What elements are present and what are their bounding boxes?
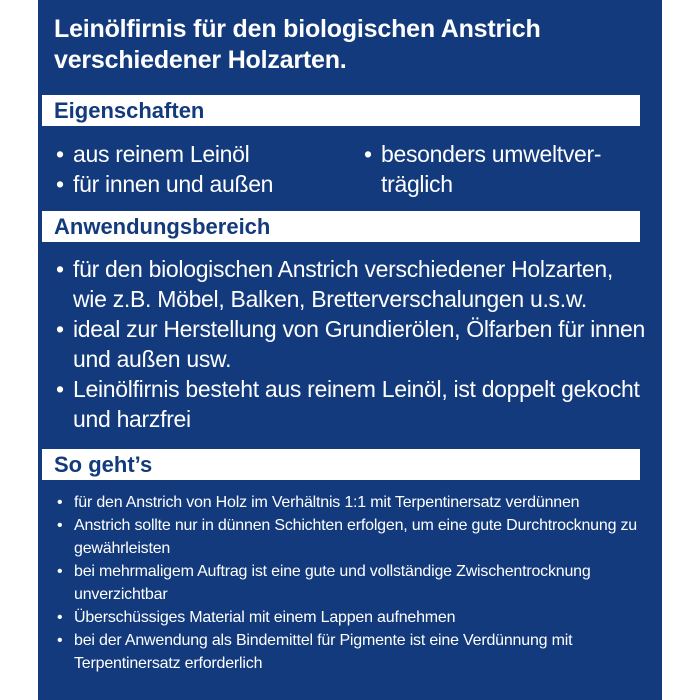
list-item: • besonders umweltver-träglich: [364, 139, 629, 199]
heading-eigenschaften: Eigenschaften: [42, 95, 640, 126]
label-panel: [38, 0, 662, 700]
anwendung-list: [56, 254, 646, 434]
list-item: • Leinölfirnis besteht aus reinem Leinöl, ist doppelt gekocht und harzfrei: [56, 374, 646, 434]
eigenschaften-list-right: [364, 139, 629, 199]
eigenschaften-list-left: [56, 139, 356, 199]
heading-so-gehts: So geht’s: [42, 449, 640, 480]
list-item: • bei der Anwendung als Bindemittel für Pigmente ist eine Verdünnung mit Terpentinersatz erforderlich: [57, 629, 647, 675]
list-item: • aus reinem Leinöl: [56, 139, 356, 169]
list-item: • für innen und außen: [56, 169, 356, 199]
list-item: • für den biologischen Anstrich verschiedener Holzarten, wie z.B. Möbel, Balken, Bretterverschalungen u.s.w.: [56, 254, 646, 314]
so-gehts-list: [57, 491, 647, 675]
list-item: • Überschüssiges Material mit einem Lappen aufnehmen: [57, 606, 647, 629]
list-item: • ideal zur Herstellung von Grundierölen, Ölfarben für innen und außen usw.: [56, 314, 646, 374]
list-item: • Anstrich sollte nur in dünnen Schichten erfolgen, um eine gute Durchtrocknung zu gewährleisten: [57, 514, 647, 560]
list-item: • bei mehrmaligem Auftrag ist eine gute und vollständige Zwischentrocknung unverzichtbar: [57, 560, 647, 606]
heading-anwendungsbereich: Anwendungsbereich: [42, 211, 640, 242]
product-title: Leinölfirnis für den biologischen Anstrich verschiedener Holzarten.: [54, 15, 541, 74]
list-item: • für den Anstrich von Holz im Verhältnis 1:1 mit Terpentinersatz verdünnen: [57, 491, 647, 514]
